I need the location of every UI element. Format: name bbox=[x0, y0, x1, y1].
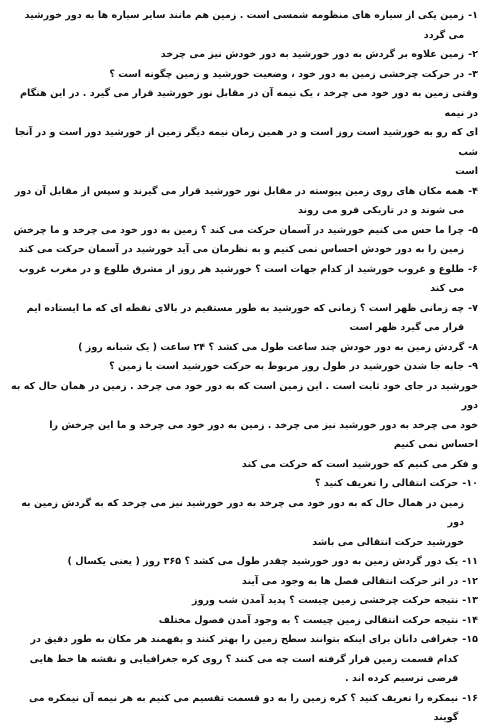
question-4 bbox=[10, 182, 478, 221]
item-number: ۳- bbox=[468, 68, 478, 80]
question-2 bbox=[10, 45, 478, 65]
item-text: چه زمانی ظهر است ؟ زمانی که خورشید به طور مستقیم در بالای نقطه ای که ما ایستاده ایم قرار می گیرد ظهر است bbox=[26, 302, 465, 333]
item-text: زمین علاوه بر گردش به دور خورشید به دور خودش نیز می چرخد bbox=[160, 49, 465, 60]
answer-line: ای که رو به خورشید است روز است و در همین زمان نیمه دیگر زمین از خورشید دور است و در آنجا شب bbox=[14, 127, 478, 158]
answer-line: خود می چرخد به دور خورشید نیز می چرخد . زمین به دور خود می چرخد و ما این چرخش را احساس نمی کنیم bbox=[49, 419, 478, 450]
item-number: ۹- bbox=[468, 361, 478, 372]
question-9 bbox=[10, 357, 478, 377]
item-text: در حرکت چرخشی زمین به دور خود ، وضعیت خورشید و زمین چگونه است ؟ bbox=[109, 68, 465, 80]
item-number: ۱۲- bbox=[462, 575, 478, 587]
question-1 bbox=[10, 6, 478, 45]
item-number: ۱۴- bbox=[462, 614, 478, 626]
answer-line: است bbox=[455, 166, 478, 177]
item-text: جابه جا شدن خورشید در طول روز مربوط به حرکت خورشید است یا زمین ؟ bbox=[109, 361, 465, 372]
item-number: ۵- bbox=[468, 224, 478, 236]
question-8 bbox=[10, 338, 478, 358]
question-12 bbox=[10, 572, 478, 592]
question-5 bbox=[10, 221, 478, 260]
answer-line: خورشید در جای خود ثابت است . این زمین است که به دور خود می چرخد . زمین در همان حال که به دور bbox=[10, 380, 478, 411]
question-16 bbox=[10, 689, 478, 728]
answer-line: زمین در همال حال که به دور خود می چرخد به دور خورشید نیز می چرخد که به گردش زمین به دور bbox=[21, 497, 464, 528]
item-text: چرا ما حس می کنیم خورشید در آسمان حرکت می کند ؟ زمین به دور خود می چرخد و ما چرخش زمین را به دور خودش احساس نمی کنیم و به نظرمان می آید خورشید در آسمان حرکت می کند bbox=[13, 224, 465, 255]
answer-line: و فکر می کنیم که خورشید است که حرکت می کند bbox=[241, 458, 478, 470]
item-text: یک دور گردش زمین به دور خورشید چقدر طول می کشد ؟ ۳۶۵ روز ( یعنی یکسال ) bbox=[67, 556, 459, 567]
question-14 bbox=[10, 611, 478, 631]
question-13 bbox=[10, 591, 478, 611]
item-text: در اثر حرکت انتقالی فصل ها به وجود می آیند bbox=[241, 575, 459, 587]
item-number: ۴- bbox=[468, 185, 478, 197]
item-number: ۱۶- bbox=[462, 692, 478, 704]
item-text: طلوع و غروب خورشید از کدام جهات است ؟ خورشید هر روز از مشرق طلوع و در مغرب غروب می کند bbox=[18, 263, 465, 294]
item-number: ۷- bbox=[468, 302, 478, 314]
question-15 bbox=[10, 630, 478, 689]
item-number: ۶- bbox=[468, 263, 478, 275]
item-number: ۱۰- bbox=[462, 478, 478, 489]
item-text: جغرافی دانان برای اینکه بتوانند سطح زمین را بهتر کنند و بفهمند هر مکان به طور دقیق در کدام قسمت زمین قرار گرفته است چه می کنند ؟ روی کره جغرافیایی و نقشه ها خط هایی فرضی ترسیم کرده اند . bbox=[29, 634, 459, 684]
item-number: ۱۳- bbox=[462, 595, 478, 606]
item-number: ۸- bbox=[468, 341, 478, 353]
question-7 bbox=[10, 299, 478, 338]
question-10 bbox=[10, 474, 478, 494]
question-11 bbox=[10, 552, 478, 572]
question-6 bbox=[10, 260, 478, 299]
item-text: زمین یکی از سیاره های منظومه شمسی است . زمین هم مانند سایر سیاره ها به دور خورشید می گردد bbox=[24, 10, 465, 41]
item-number: ۱- bbox=[468, 10, 478, 21]
item-text: همه مکان های روی زمین پیوسته در مقابل نور خورشید قرار می گیرند و سپس از مقابل آن دور می شوند و در تاریکی فرو می روند bbox=[14, 185, 465, 216]
item-number: ۱۱- bbox=[462, 556, 478, 567]
question-3 bbox=[10, 65, 478, 85]
answer-line: خورشید حرکت انتقالی می باشد bbox=[312, 536, 464, 548]
item-text: گردش زمین به دور خودش چند ساعت طول می کشد ؟ ۲۴ ساعت ( یک شبانه روز ) bbox=[78, 341, 465, 353]
item-text: نتیجه حرکت چرخشی زمین چیست ؟ پدید آمدن شب وروز bbox=[192, 595, 459, 606]
item-number: ۱۵- bbox=[462, 634, 478, 645]
item-number: ۲- bbox=[468, 49, 478, 60]
item-text: نیمکره را تعریف کنید ؟ کره زمین را به دو قسمت تقسیم می کنیم به هر نیمه آن نیمکره می گویند bbox=[28, 692, 459, 723]
item-text: نتیجه حرکت انتقالی زمین چیست ؟ به وجود آمدن فصول مختلف bbox=[158, 614, 459, 626]
item-text: حرکت انتقالی را تعریف کنید ؟ bbox=[315, 478, 459, 489]
answer-line: وقتی زمین به دور خود می چرخد ، یک نیمه آن در مقابل نور خورشید قرار می گیرد . در این هنگام در نیمه bbox=[19, 88, 478, 119]
